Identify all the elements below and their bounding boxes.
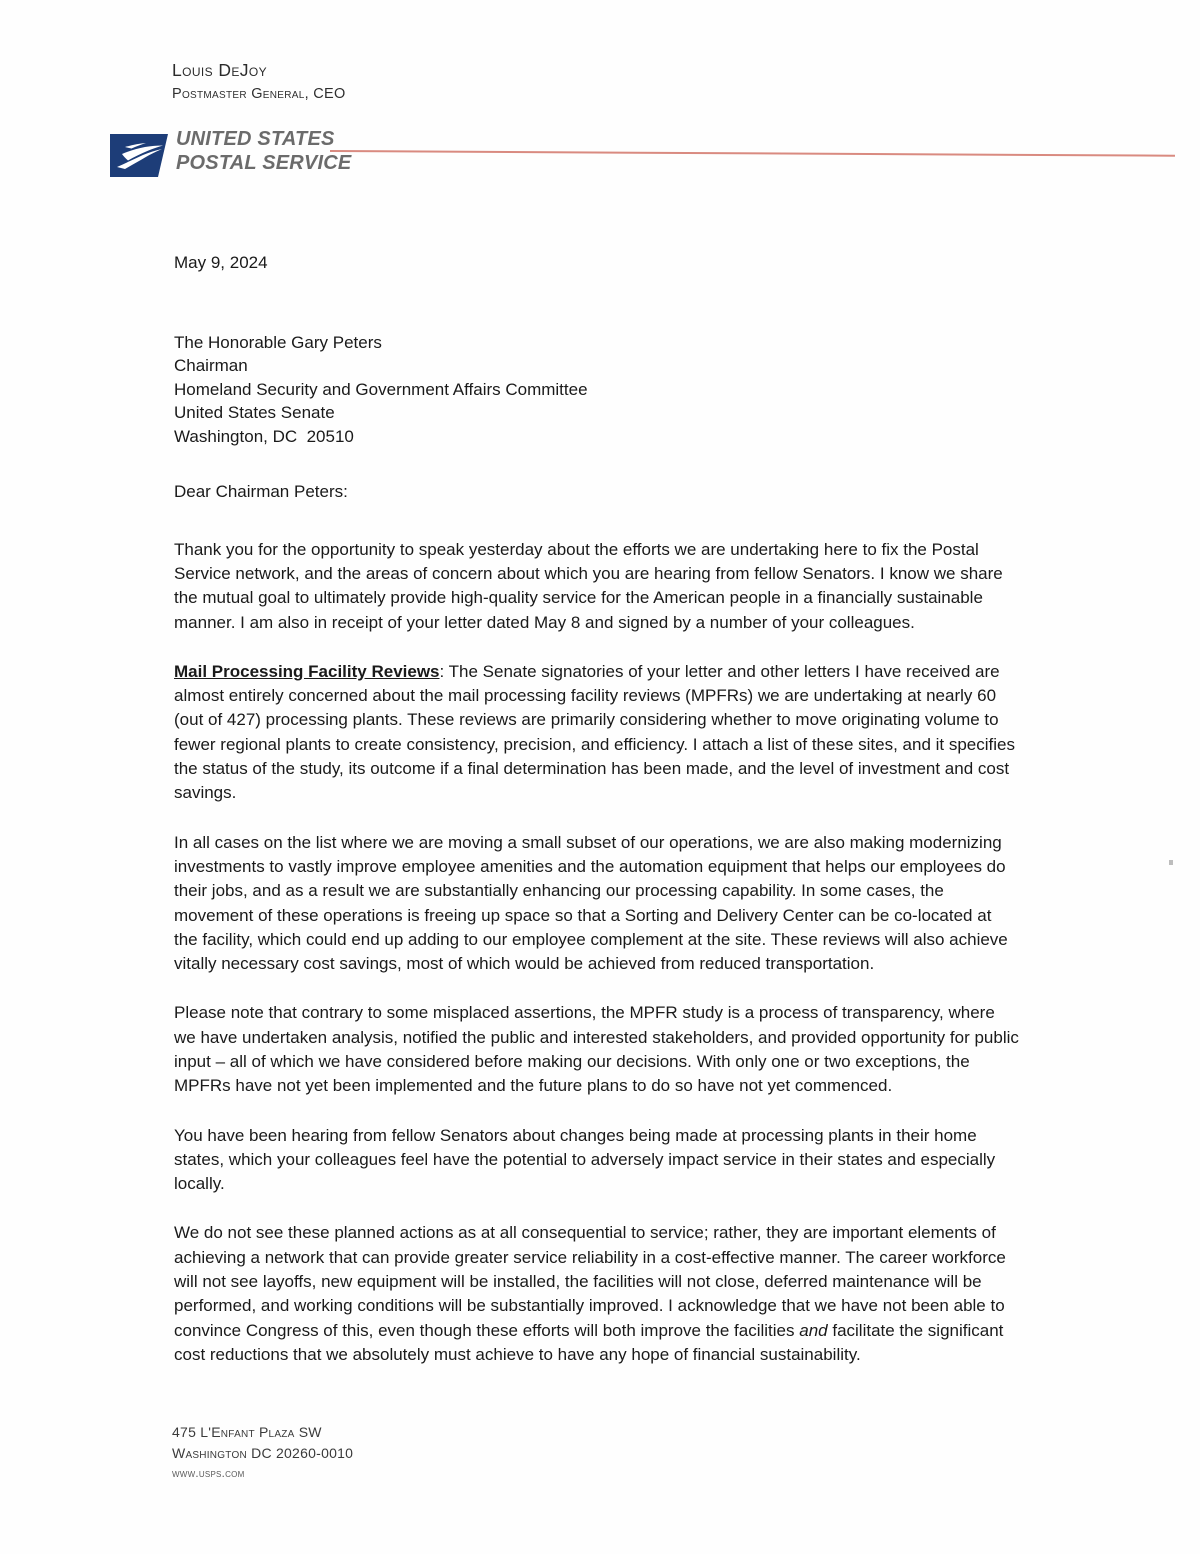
footer-address-line-2: Washington DC 20260-0010 bbox=[172, 1445, 354, 1461]
body-paragraph-1: Thank you for the opportunity to speak yesterday about the efforts we are undertaking here to fix the Postal Service network, and the areas of concern about which you are hearing from fellow Senators. I know we share the mutual goal to ultimately provide high-quality service for the American people in a financially sustainable manner. I am also in receipt of your letter dated May 8 and signed by a number of your colleagues. bbox=[174, 539, 1003, 632]
scan-artifact-speck bbox=[1169, 860, 1173, 865]
salutation: Dear Chairman Peters: bbox=[174, 482, 348, 502]
footer-address-block bbox=[172, 1422, 353, 1483]
usps-logo bbox=[110, 128, 352, 179]
wordmark-line-1: UNITED STATES bbox=[176, 128, 335, 150]
body-paragraph-2 bbox=[174, 660, 1019, 806]
letterhead-name-block bbox=[172, 60, 346, 102]
body-paragraph-6-part-2: facilitate the significant cost reductions that we absolutely must achieve to have any hope of financial sustainability. bbox=[174, 1320, 1004, 1364]
body-paragraph-6-part-1: We do not see these planned actions as at all consequential to service; rather, they are important elements of achieving a network that can provide greater service reliability in a cost-effective manner. The career workforce will not see layoffs, new equipment will be installed, the facilities will not close, deferred maintenance will be performed, and working conditions will be substantially improved. I acknowledge that we have not been able to convince Congress of this, even though these efforts will both improve the facilities bbox=[174, 1223, 1006, 1340]
body-paragraph-6-emphasis: and bbox=[799, 1320, 828, 1340]
letter-date: May 9, 2024 bbox=[174, 253, 268, 272]
recipient-line-4: United States Senate bbox=[174, 403, 335, 423]
usps-wordmark bbox=[176, 129, 351, 173]
letter-body bbox=[174, 252, 1019, 1367]
body-paragraph-3: In all cases on the list where we are moving a small subset of our operations, we are also making modernizing investments to vastly improve employee amenities and the automation equipment that helps our employees do their jobs, and as a result we are substantially enhancing our processing capability. In some cases, the movement of these operations is freeing up space so that a Sorting and Delivery Center can be co-located at the facility, which could end up adding to our employee complement at the site. These reviews will also achieve vitally necessary cost savings, most of which would be achieved from reduced transportation. bbox=[174, 832, 1008, 974]
body-paragraph-6 bbox=[174, 1221, 1019, 1367]
body-paragraph-4: Please note that contrary to some misplaced assertions, the MPFR study is a process of transparency, where we have undertaken analysis, notified the public and interested stakeholders, and provided opportunity for public input – all of which we have considered before making our decisions. With only one or two exceptions, the MPFRs have not yet been implemented and the future plans to do so have not yet commenced. bbox=[174, 1003, 1019, 1096]
recipient-line-1: The Honorable Gary Peters bbox=[174, 332, 382, 352]
mpfr-section-heading: Mail Processing Facility Reviews bbox=[174, 661, 440, 681]
body-paragraph-5: You have been hearing from fellow Senators about changes being made at processing plants in their home states, which your colleagues feel have the potential to adversely impact service in their states and especially locally. bbox=[174, 1125, 996, 1194]
usps-eagle-icon bbox=[110, 132, 168, 179]
letterhead-red-rule bbox=[330, 150, 1175, 157]
wordmark-line-2: POSTAL SERVICE bbox=[176, 152, 352, 174]
recipient-address-block bbox=[174, 331, 1019, 448]
recipient-line-2: Chairman bbox=[174, 356, 248, 376]
recipient-line-5: Washington, DC 20510 bbox=[174, 426, 354, 446]
recipient-line-3: Homeland Security and Government Affairs Committee bbox=[174, 379, 588, 399]
footer-address-line-1: 475 L'Enfant Plaza SW bbox=[172, 1424, 322, 1440]
body-paragraph-2-text: : The Senate signatories of your letter and other letters I have received are almost entirely concerned about the mail processing facility reviews (MPFRs) we are undertaking at nearly 60 (out of 427) processing plants. These reviews are primarily considering whether to move originating volume to fewer regional plants to create consistency, precision, and efficiency. I attach a list of these sites, and it specifies the status of the study, its outcome if a final determination has been made, and the level of investment and cost savings. bbox=[174, 661, 1015, 803]
letterhead-title: Postmaster General, CEO bbox=[172, 85, 346, 102]
footer-website: www.usps.com bbox=[172, 1468, 245, 1480]
letterhead-name: Louis DeJoy bbox=[172, 60, 268, 80]
